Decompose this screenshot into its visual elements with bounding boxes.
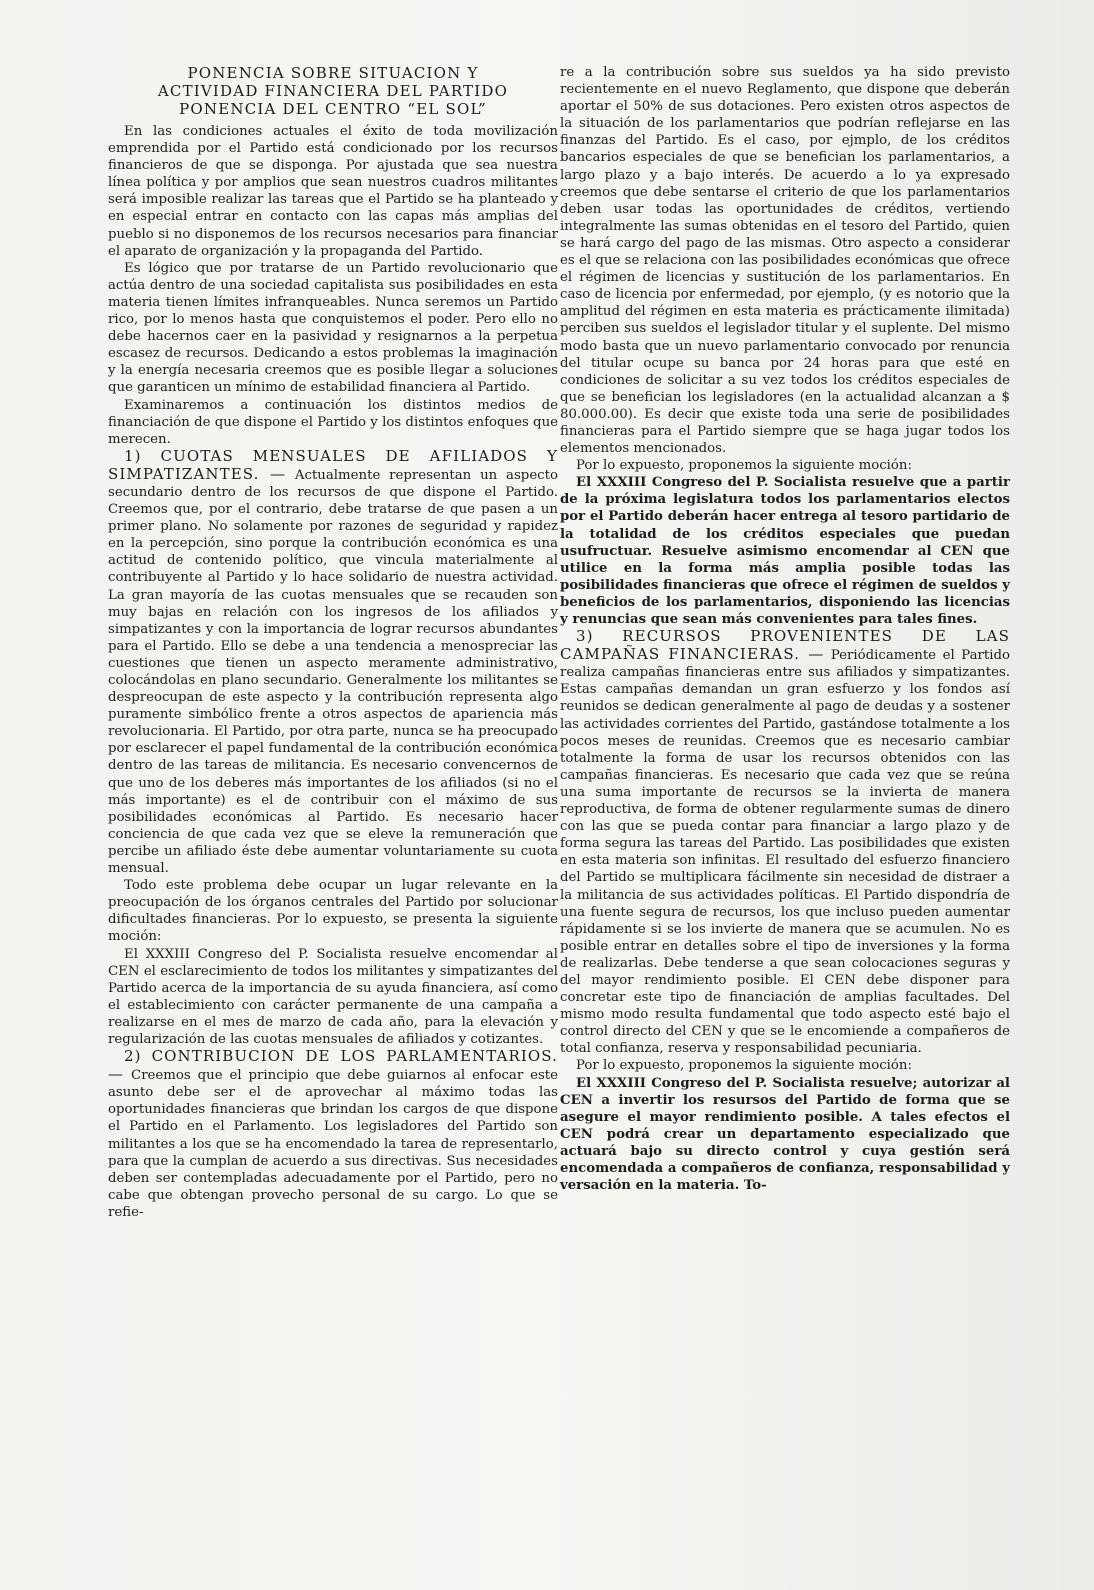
article-title [108,64,558,118]
section-1-body: Actualmente representan un aspecto secundario dentro de los recursos de que dispone el Partido. Creemos que, por el contrario, debe tratarse de que pasen a un primer plano. No solamente por razones de seguridad y rapidez en la percepción, sino porque la contribución económica es una actitud de contenido político, que vincula materialmente al contribuyente al Partido y lo hace solidario de nuestra actividad. La gran mayoría de las cuotas mensuales que se recauden son muy bajas en relación con los ingresos de los afiliados y simpatizantes y con la importancia de lograr recursos abundantes para el Partido. Ello se debe a una tendencia a menospreciar las cuestiones que tienen un aspecto meramente administrativo, colocándolas en plano secundario. Generalmente los militantes se despreocupan de este aspecto y la contribución representa algo puramente simbólico frente a otros aspectos de apariencia más revolucionaria. El Partido, por otra parte, nunca se ha preocupado por esclarecer el papel fundamental de la contribución económica dentro de las tareas de militancia. Es necesario convencernos de que uno de los deberes más importantes de los afiliados (si no el más importante) es el de contribuir con el máximo de sus posibilidades económicas al Partido. Es necesario hacer conciencia de que cada vez que se eleve la remuneración que percibe un afiliado éste debe aumentar voluntariamente su cuota mensual. [108,467,558,877]
section-2-parlamentarios [108,1048,558,1221]
motion-1: El XXXIII Congreso del P. Socialista resuelve encomendar al CEN el esclarecimiento de todos los militantes y simpatizantes del Partido acerca de la importancia de su ayuda financiera, así como el establecimiento con carácter permanente de una campaña a realizarse en el mes de marzo de cada año, para la elevación y regularización de las cuotas mensuales de afiliados y cotizantes. [108,946,558,1047]
paragraph-overview: Examinaremos a continuación los distintos medios de financiación de que dispone el Partido y los distintos enfoques que merecen. [108,397,558,447]
paragraph-proposal-3: Por lo expuesto, proponemos la siguiente moción: [576,1058,912,1074]
paragraph-limits: Es lógico que por tratarse de un Partido revolucionario que actúa dentro de una sociedad capitalista sus posibilidades en esta materia tienen límites infranqueables. Nunca seremos un Partido rico, por lo menos hasta que conquistemos el poder. Pero ello no debe hacernos caer en la pasividad y resignarnos a la perpetua escasez de recursos. Dedicando a estos problemas la imaginación y la energía necesaria creemos que es posible llegar a soluciones que garanticen un mínimo de estabilidad financiera al Partido. [108,260,558,396]
paragraph-proposal-2: Por lo expuesto, proponemos la siguiente moción: [576,458,912,474]
motion-2: El XXXIII Congreso del P. Socialista resuelve que a partir de la próxima legislatura todos los parlamentarios electos por el Partido deberán hacer entrega al tesoro partidario de la totalidad de los créditos especiales que puedan usufructuar. Resuelve asimismo encomendar al CEN que utilice en la forma más amplia posible todas las posibilidades financieras que ofrece el régimen de sueldos y beneficios de los parlamentarios, disponiendo las licencias y renuncias que sean más convenientes para tales fines. [560,475,1010,627]
motion-3: El XXXIII Congreso del P. Socialista resuelve; autorizar al CEN a invertir los resursos del Partido de forma que se asegure el mayor rendimiento posible. A tales efectos el CEN podrá crear un departamento especializado que actuará bajo su directo control y cuya gestión será encomendada a compañeros de confianza, responsabilidad y versación en la materia. To- [560,1075,1010,1194]
title-line-3: PONENCIA DEL CENTRO “EL SOL” [179,100,487,118]
section-3-heading: 3) RECURSOS PROVENIENTES DE LAS CAMPAÑAS FINANCIERAS. — [560,627,1010,664]
left-column [108,64,558,1221]
paragraph-continuation: re a la contribución sobre sus sueldos ya ha sido previsto recientemente en el nuevo Reglamento, que dispone que deberán aportar el 50% de sus dotaciones. Pero existen otros aspectos de la situación de los parlamentarios que podrían reflejarse en las finanzas del Partido. Es el caso, por ejmplo, de los créditos bancarios especiales de que se benefician los parlamentarios, a largo plazo y a bajo interés. De acuerdo a lo ya expresado creemos que debe sentarse el criterio de que los parlamentarios deben usar todas las oportunidades de créditos, vertiendo integralmente las sumas obtenidas en el tesoro del Partido, quien se hará cargo del pago de las mismas. Otro aspecto a considerar es el que se relaciona con las posibilidades económicas que ofrece el régimen de licencias y sustitución de los parlamentarios. En caso de licencia por enfermedad, por ejemplo, (y es notorio que la amplitud del régimen en esta materia es prácticamente ilimitada) perciben sus sueldos el legislador titular y el suplente. Del mismo modo basta que un nuevo parlamentario convocado por renuncia del titular ocupe su banca por 24 horas para que esté en condiciones de solicitar a su vez todos los créditos especiales de que se benefician los legisladores (en la actualidad alcanzan a $ 80.000.00). Es decir que existe toda una serie de posibilidades financieras para el Partido siempre que se haga jugar todos los elementos mencionados. [560,65,1010,457]
paragraph-intro: En las condiciones actuales el éxito de toda movilización emprendida por el Partido está condicionado por los recursos financieros de que se disponga. Por ajustada que sea nuestra línea política y por amplios que sean nuestros cuadros militantes será imposible realizar las tareas que el Partido se ha planteado y en especial entrar en contacto con las capas más amplias del pueblo si no disponemos de los recursos necesarios para financiar el aparato de organización y la propaganda del Partido. [108,124,558,259]
section-3-body: Periódicamente el Partido realiza campañas financieras entre sus afiliados y simpatizantes. Estas campañas demandan un gran esfuerzo y los fondos así reunidos se dedican generalmente al pago de deudas y a sostener las actividades corrientes del Partido, gastándose totalmente a los pocos meses de reunidas. Creemos que es necesario cambiar totalmente la forma de usar los recursos obtenidos con las campañas financieras. Es necesario que cada vez que se reúna una suma importante de recursos se la invierta de manera reproductiva, de forma de obtener regularmente sumas de dinero con las que se pueda contar para financiar a largo plazo y de forma segura las tareas del Partido. Las posibilidades que existen en esta materia son infinitas. El resultado del esfuerzo financiero del Partido se multiplicara fácilmente sin necesidad de distraer a la militancia de sus actividades políticas. El Partido dispondría de una fuente segura de recursos, los que incluso pueden aumentar rápidamente si se los invierte de manera que se acumulen. No es posible entrar en detalles sobre el tipo de inversiones y la forma de realizarlas. Debe tenderse a que sean colocaciones seguras y del mayor rendimiento posible. El CEN debe disponer para concretar este tipo de financiación de amplias facultades. Del mismo modo resulta fundamental que todo aspecto esté bajo el control directo del CEN y que se le encomiende a compañeros de total confianza, reserva y responsabilidad pecuniaria. [560,648,1010,1057]
paragraph-problem: Todo este problema debe ocupar un lugar relevante en la preocupación de los órganos centrales del Partido por solucionar dificultades financieras. Por lo expuesto, se presenta la siguiente moción: [108,878,558,945]
section-2-body: Creemos que el principio que debe guiarnos al enfocar este asunto debe ser el de aprovechar al máximo todas las oportunidades financieras que brindan los cargos de que dispone el Partido en el Parlamento. Los legisladores del Partido son militantes a los que se ha encomendado la tarea de representarlo, para que la cumplan de acuerdo a sus directivas. Sus necesidades deben ser contempladas adecuadamente por el Partido, pero no cabe que obtengan provecho personal de su cargo. Lo que se refie- [108,1068,558,1220]
title-line-2: ACTIVIDAD FINANCIERA DEL PARTIDO [157,82,509,100]
section-1-heading: 1) CUOTAS MENSUALES DE AFILIADOS Y SIMPATIZANTES. — [108,446,558,483]
section-3-campanas [560,628,1010,1057]
section-1-cuotas [108,448,558,877]
title-line-1: PONENCIA SOBRE SITUACION Y [187,64,479,82]
section-2-heading: 2) CONTRIBUCION DE LOS PARLAMENTARIOS. — [108,1047,558,1084]
right-column [560,64,1010,1194]
